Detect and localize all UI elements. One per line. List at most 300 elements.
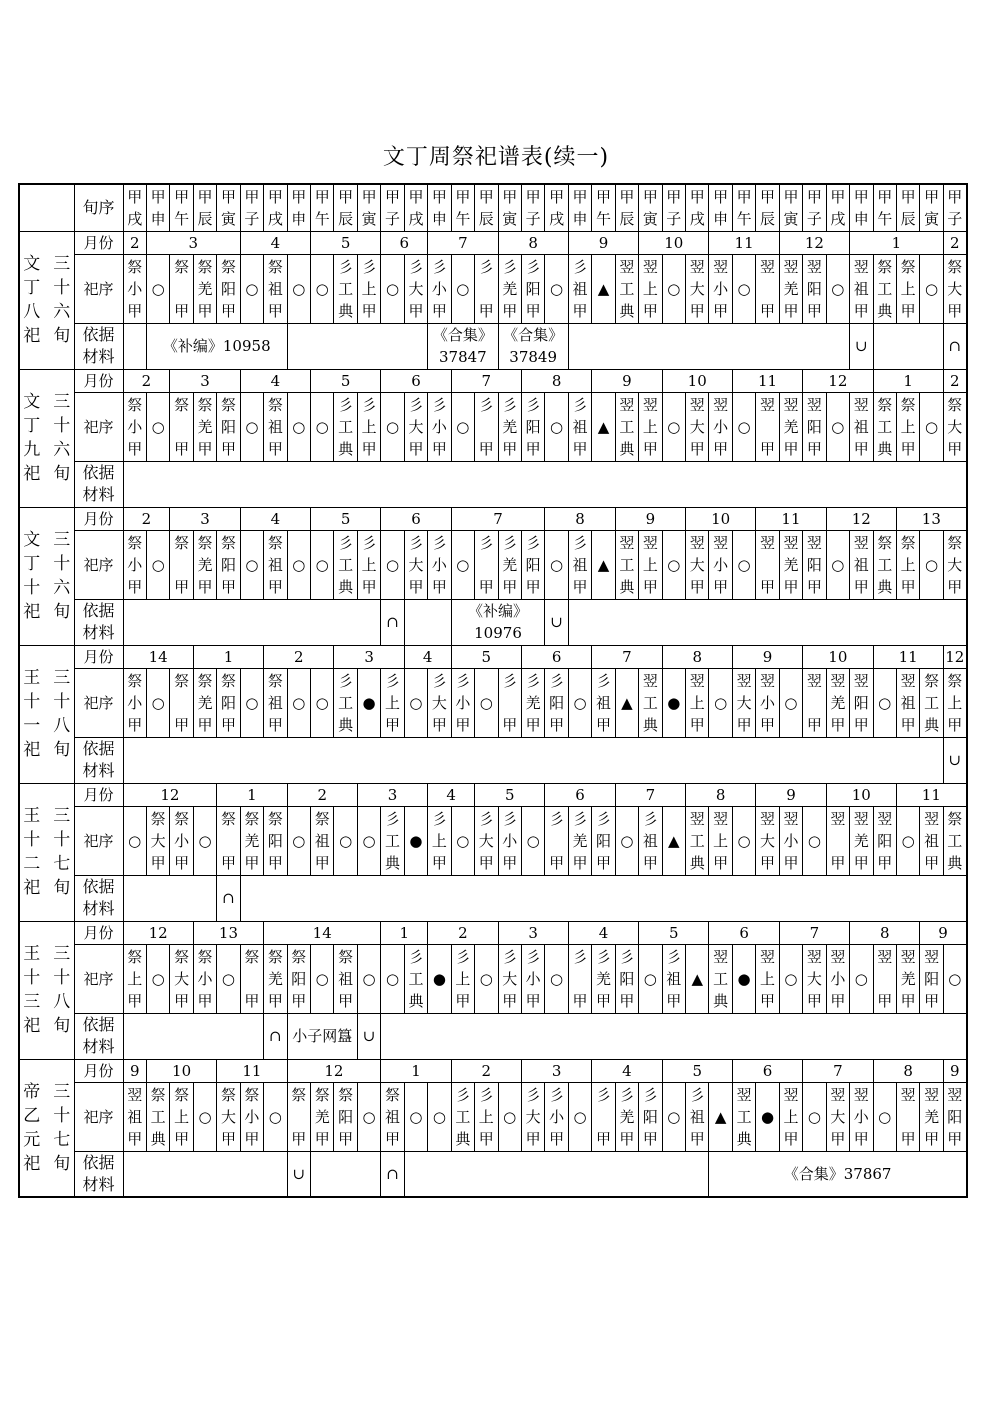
basis-label: 依据 材料 bbox=[74, 323, 123, 369]
ritual-cell: 祭 阳 甲 bbox=[287, 944, 310, 1013]
basis-empty-cell bbox=[123, 875, 217, 921]
ritual-cell: 祭 大 甲 bbox=[146, 806, 169, 875]
ritual-cell: ○ bbox=[264, 1082, 287, 1151]
basis-empty-cell bbox=[123, 1013, 264, 1059]
xun-header-cell: 甲 戌 bbox=[123, 184, 146, 231]
xun-header-cell: 甲 申 bbox=[568, 184, 591, 231]
ritual-cell: ○ bbox=[545, 254, 568, 323]
month-cell: 2 bbox=[943, 369, 966, 392]
month-cell: 7 bbox=[615, 783, 685, 806]
month-cell: 12 bbox=[943, 645, 966, 668]
ritual-cell: 翌 小 甲 bbox=[709, 254, 732, 323]
xun-header-cell: 甲 子 bbox=[943, 184, 966, 231]
ritual-cell: 祭 工 典 bbox=[873, 254, 896, 323]
ritual-cell: 翌 小 甲 bbox=[709, 392, 732, 461]
xun-header-cell: 甲 辰 bbox=[475, 184, 498, 231]
xun-count-label: 三 十 七 旬 bbox=[53, 1081, 71, 1174]
ritual-cell: 祭 甲 bbox=[170, 392, 193, 461]
month-cell: 4 bbox=[428, 783, 475, 806]
month-cell: 5 bbox=[311, 369, 381, 392]
ritual-cell: 祭 祖 甲 bbox=[264, 668, 287, 737]
xun-header-cell: 甲 寅 bbox=[357, 184, 380, 231]
ritual-cell: 彡 羌 甲 bbox=[615, 1082, 638, 1151]
ritual-cell: ○ bbox=[826, 530, 849, 599]
basis-empty-cell bbox=[123, 1151, 287, 1197]
month-cell: 6 bbox=[381, 369, 451, 392]
basis-cell: ∩ bbox=[943, 323, 966, 369]
ritual-cell: ○ bbox=[943, 944, 966, 1013]
xun-header-cell: 甲 申 bbox=[428, 184, 451, 231]
ritual-cell: 彡 甲 bbox=[475, 254, 498, 323]
ritual-cell: ○ bbox=[287, 806, 310, 875]
ritual-cell: 翌 阳 甲 bbox=[850, 668, 873, 737]
xun-count-label: 三 十 八 旬 bbox=[53, 944, 71, 1036]
ritual-cell: 祭 甲 bbox=[217, 806, 240, 875]
ritual-cell: 彡 祖 甲 bbox=[639, 806, 662, 875]
month-cell: 7 bbox=[451, 507, 545, 530]
ritual-cell: 翌 甲 bbox=[756, 254, 779, 323]
ritual-cell: ▲ bbox=[592, 392, 615, 461]
ritual-cell: ○ bbox=[920, 254, 943, 323]
month-cell: 9 bbox=[920, 921, 967, 944]
ritual-cell: 彡 小 甲 bbox=[428, 254, 451, 323]
basis-label: 依据 材料 bbox=[74, 737, 123, 783]
ritual-cell: ○ bbox=[311, 944, 334, 1013]
month-cell: 1 bbox=[217, 783, 287, 806]
basis-empty-cell bbox=[123, 599, 381, 645]
ritual-cell: 彡 祖 甲 bbox=[686, 1082, 709, 1151]
xun-header-cell: 甲 寅 bbox=[498, 184, 521, 231]
month-cell: 4 bbox=[240, 231, 310, 254]
month-cell: 11 bbox=[217, 1059, 287, 1082]
ritual-cell: 祭 大 甲 bbox=[943, 254, 966, 323]
xun-count-label: 三 十 六 旬 bbox=[53, 254, 71, 346]
basis-cell: 《补编》 10976 bbox=[451, 599, 545, 645]
month-cell: 1 bbox=[193, 645, 263, 668]
basis-cell: ∩ bbox=[264, 1013, 287, 1059]
ritual-cell: 彡 羌 甲 bbox=[592, 944, 615, 1013]
xun-header-cell: 甲 戌 bbox=[404, 184, 427, 231]
basis-cell: 《合集》 37847 bbox=[428, 323, 498, 369]
month-cell: 13 bbox=[896, 507, 966, 530]
basis-empty-cell bbox=[287, 323, 428, 369]
ritual-cell: ○ bbox=[545, 392, 568, 461]
ritual-cell: ● bbox=[404, 806, 427, 875]
ritual-cell: ▲ bbox=[615, 668, 638, 737]
ritual-cell: 祭 阳 甲 bbox=[217, 668, 240, 737]
ritual-cell: 翌 工 典 bbox=[615, 392, 638, 461]
ritual-cell: 祭 小 甲 bbox=[123, 254, 146, 323]
ritual-cell: 翌 甲 bbox=[826, 806, 849, 875]
basis-row bbox=[19, 1013, 967, 1059]
month-cell: 4 bbox=[404, 645, 451, 668]
ritual-cell: 翌 工 典 bbox=[615, 530, 638, 599]
month-cell: 9 bbox=[592, 369, 662, 392]
basis-cell: 《合集》 37849 bbox=[498, 323, 568, 369]
ritual-cell: 彡 大 甲 bbox=[404, 254, 427, 323]
month-row bbox=[19, 783, 967, 806]
ritual-cell: 彡 羌 甲 bbox=[568, 806, 591, 875]
ritual-cell: 祭 羌 甲 bbox=[264, 944, 287, 1013]
ritual-cell: 祭 上 甲 bbox=[896, 392, 919, 461]
ritual-cell: 彡 阳 甲 bbox=[592, 806, 615, 875]
ritual-cell: 翌 阳 甲 bbox=[803, 254, 826, 323]
basis-row bbox=[19, 461, 967, 507]
ritual-cell: 祭 大 甲 bbox=[217, 1082, 240, 1151]
ritual-cell: ○ bbox=[240, 254, 263, 323]
basis-cell: ∩ bbox=[217, 875, 240, 921]
xun-header-cell: 甲 辰 bbox=[334, 184, 357, 231]
ritual-cell: 彡 甲 bbox=[475, 392, 498, 461]
month-cell: 12 bbox=[287, 1059, 381, 1082]
month-cell: 3 bbox=[170, 369, 240, 392]
ritual-cell: ○ bbox=[639, 944, 662, 1013]
basis-row bbox=[19, 875, 967, 921]
month-cell: 4 bbox=[240, 369, 310, 392]
basis-cell: ∩ bbox=[381, 599, 404, 645]
ritual-cell: 翌 大 甲 bbox=[826, 1082, 849, 1151]
month-cell: 5 bbox=[639, 921, 709, 944]
month-label: 月份 bbox=[74, 921, 123, 944]
ritual-cell: 彡 小 甲 bbox=[428, 392, 451, 461]
ritual-cell: ○ bbox=[920, 530, 943, 599]
ritual-cell: ○ bbox=[521, 806, 544, 875]
month-cell: 6 bbox=[732, 1059, 802, 1082]
month-cell: 3 bbox=[498, 921, 568, 944]
basis-row bbox=[19, 323, 967, 369]
ritual-cell: 彡 甲 bbox=[545, 806, 568, 875]
ritual-cell: 翌 上 甲 bbox=[756, 944, 779, 1013]
ritual-cell: 祭 羌 甲 bbox=[193, 530, 216, 599]
ritual-cell: 彡 阳 甲 bbox=[521, 530, 544, 599]
ritual-cell: 翌 上 甲 bbox=[639, 392, 662, 461]
ritual-cell: 祭 祖 甲 bbox=[311, 806, 334, 875]
ritual-cell: 彡 阳 甲 bbox=[521, 254, 544, 323]
ritual-cell: ○ bbox=[193, 806, 216, 875]
ritual-cell: 翌 阳 甲 bbox=[943, 1082, 966, 1151]
basis-empty-cell bbox=[568, 599, 966, 645]
ritual-cell: ○ bbox=[920, 392, 943, 461]
ritual-cell: ○ bbox=[311, 392, 334, 461]
ritual-cell: 彡 祖 甲 bbox=[568, 254, 591, 323]
ritual-cell: 翌 祖 甲 bbox=[850, 530, 873, 599]
ritual-cell: ▲ bbox=[662, 806, 685, 875]
month-cell: 14 bbox=[123, 645, 193, 668]
month-cell: 5 bbox=[475, 783, 545, 806]
month-cell: 7 bbox=[428, 231, 498, 254]
basis-empty-cell bbox=[311, 1151, 381, 1197]
ritual-cell: 祭 阳 甲 bbox=[334, 1082, 357, 1151]
ritual-cell: ○ bbox=[240, 530, 263, 599]
month-row bbox=[19, 507, 967, 530]
ritual-cell: ○ bbox=[146, 668, 169, 737]
ritual-cell: 祭 羌 甲 bbox=[193, 254, 216, 323]
ritual-cell: 彡 羌 甲 bbox=[498, 254, 521, 323]
ritual-cell: 祭 上 甲 bbox=[896, 530, 919, 599]
ritual-cell: ○ bbox=[428, 1082, 451, 1151]
xun-label: 旬序 bbox=[74, 184, 123, 231]
ritual-cell: 彡 阳 甲 bbox=[615, 944, 638, 1013]
ritual-cell: 翌 小 甲 bbox=[826, 944, 849, 1013]
month-cell: 2 bbox=[428, 921, 498, 944]
ritual-cell: ○ bbox=[498, 1082, 521, 1151]
ritual-cell: 彡 上 甲 bbox=[357, 392, 380, 461]
ritual-cell: ○ bbox=[779, 944, 802, 1013]
ritual-label: 祀序 bbox=[74, 668, 123, 737]
ritual-cell: 翌 祖 甲 bbox=[920, 806, 943, 875]
ritual-schedule-table bbox=[18, 183, 968, 1198]
ritual-row bbox=[19, 254, 967, 323]
month-row bbox=[19, 645, 967, 668]
ritual-cell: 翌 羌 甲 bbox=[779, 530, 802, 599]
ritual-cell: 祭 大 甲 bbox=[943, 530, 966, 599]
ritual-cell: ○ bbox=[240, 668, 263, 737]
month-cell: 10 bbox=[803, 645, 873, 668]
ritual-cell: ○ bbox=[287, 530, 310, 599]
ritual-cell: 彡 祖 甲 bbox=[592, 668, 615, 737]
xun-count-label: 三 十 六 旬 bbox=[53, 392, 71, 484]
ritual-cell: 彡 甲 bbox=[498, 668, 521, 737]
ritual-cell: ○ bbox=[732, 806, 755, 875]
month-label: 月份 bbox=[74, 507, 123, 530]
king-year-label: 文 丁 十 祀 bbox=[23, 530, 41, 622]
ritual-cell: 祭 工 典 bbox=[943, 806, 966, 875]
ritual-cell: ○ bbox=[381, 254, 404, 323]
month-cell: 6 bbox=[521, 645, 591, 668]
ritual-cell: 祭 甲 bbox=[170, 668, 193, 737]
ritual-cell: 祭 羌 甲 bbox=[240, 806, 263, 875]
ritual-label: 祀序 bbox=[74, 254, 123, 323]
group-label bbox=[19, 1059, 74, 1197]
month-cell: 6 bbox=[381, 507, 451, 530]
ritual-cell: ○ bbox=[193, 1082, 216, 1151]
ritual-cell: 翌 羌 甲 bbox=[779, 254, 802, 323]
group-label bbox=[19, 783, 74, 921]
xun-header-cell: 甲 寅 bbox=[779, 184, 802, 231]
month-label: 月份 bbox=[74, 369, 123, 392]
ritual-cell: 彡 工 典 bbox=[334, 254, 357, 323]
basis-cell: 《合集》37867 bbox=[709, 1151, 967, 1197]
xun-header-cell: 甲 戌 bbox=[826, 184, 849, 231]
ritual-cell: 翌 大 甲 bbox=[732, 668, 755, 737]
month-cell: 2 bbox=[451, 1059, 521, 1082]
ritual-cell: 祭 小 甲 bbox=[193, 944, 216, 1013]
month-cell: 12 bbox=[803, 369, 873, 392]
xun-header-cell: 甲 申 bbox=[287, 184, 310, 231]
basis-label: 依据 材料 bbox=[74, 599, 123, 645]
ritual-cell: ○ bbox=[662, 1082, 685, 1151]
ritual-cell: 彡 大 甲 bbox=[404, 530, 427, 599]
ritual-cell: 彡 祖 甲 bbox=[662, 944, 685, 1013]
xun-count-label: 三 十 六 旬 bbox=[53, 530, 71, 622]
ritual-cell: 翌 羌 甲 bbox=[850, 806, 873, 875]
ritual-cell: 彡 上 甲 bbox=[475, 1082, 498, 1151]
ritual-cell: 翌 小 甲 bbox=[756, 668, 779, 737]
ritual-cell: 彡 大 甲 bbox=[475, 806, 498, 875]
ritual-cell: 祭 小 甲 bbox=[123, 668, 146, 737]
month-cell: 9 bbox=[123, 1059, 146, 1082]
month-cell: 4 bbox=[568, 921, 638, 944]
ritual-cell: ○ bbox=[357, 1082, 380, 1151]
month-cell: 2 bbox=[943, 231, 966, 254]
ritual-cell: ○ bbox=[568, 1082, 591, 1151]
ritual-cell: 祭 阳 甲 bbox=[217, 530, 240, 599]
ritual-cell: 翌 羌 甲 bbox=[779, 392, 802, 461]
ritual-cell: ○ bbox=[873, 1082, 896, 1151]
basis-empty-cell bbox=[123, 461, 967, 507]
basis-empty-cell bbox=[404, 1151, 709, 1197]
month-cell: 5 bbox=[311, 507, 381, 530]
ritual-cell: 翌 祖 甲 bbox=[896, 668, 919, 737]
ritual-cell: ▲ bbox=[709, 1082, 732, 1151]
ritual-cell: 翌 甲 bbox=[896, 1082, 919, 1151]
basis-row bbox=[19, 1151, 967, 1197]
xun-header-cell: 甲 寅 bbox=[639, 184, 662, 231]
ritual-cell: 彡 工 典 bbox=[451, 1082, 474, 1151]
ritual-cell: 祭 祖 甲 bbox=[334, 944, 357, 1013]
ritual-cell: 彡 小 甲 bbox=[428, 530, 451, 599]
month-label: 月份 bbox=[74, 783, 123, 806]
month-row bbox=[19, 1059, 967, 1082]
ritual-cell: 翌 祖 甲 bbox=[850, 392, 873, 461]
ritual-cell: ○ bbox=[451, 530, 474, 599]
ritual-row bbox=[19, 1082, 967, 1151]
month-cell: 1 bbox=[873, 369, 943, 392]
ritual-cell: 彡 甲 bbox=[568, 944, 591, 1013]
month-cell: 10 bbox=[686, 507, 756, 530]
ritual-cell: 翌 上 甲 bbox=[709, 806, 732, 875]
month-cell: 3 bbox=[521, 1059, 591, 1082]
xun-header-cell: 甲 午 bbox=[451, 184, 474, 231]
ritual-cell: ○ bbox=[568, 668, 591, 737]
basis-empty-cell bbox=[873, 323, 943, 369]
ritual-cell: 彡 大 甲 bbox=[521, 1082, 544, 1151]
ritual-cell: ▲ bbox=[592, 254, 615, 323]
ritual-cell: ○ bbox=[662, 392, 685, 461]
ritual-cell: 祭 上 甲 bbox=[123, 944, 146, 1013]
ritual-cell: 祭 祖 甲 bbox=[264, 392, 287, 461]
king-year-label: 文 丁 八 祀 bbox=[23, 254, 41, 346]
xun-header-cell: 甲 申 bbox=[146, 184, 169, 231]
month-cell: 8 bbox=[686, 783, 756, 806]
ritual-cell: ○ bbox=[732, 530, 755, 599]
ritual-cell: 彡 工 典 bbox=[334, 668, 357, 737]
ritual-cell: ○ bbox=[287, 392, 310, 461]
xun-header-cell: 甲 辰 bbox=[896, 184, 919, 231]
ritual-cell: 翌 阳 甲 bbox=[920, 944, 943, 1013]
ritual-cell: 彡 上 甲 bbox=[357, 254, 380, 323]
ritual-cell: 祭 小 甲 bbox=[123, 530, 146, 599]
month-cell: 10 bbox=[662, 369, 732, 392]
ritual-cell: 彡 上 甲 bbox=[428, 806, 451, 875]
basis-row bbox=[19, 599, 967, 645]
ritual-cell: ○ bbox=[451, 806, 474, 875]
ritual-cell: 翌 工 典 bbox=[639, 668, 662, 737]
month-cell: 9 bbox=[943, 1059, 966, 1082]
ritual-cell: 翌 上 甲 bbox=[686, 668, 709, 737]
ritual-cell: 祭 甲 bbox=[170, 530, 193, 599]
ritual-row bbox=[19, 392, 967, 461]
ritual-cell: ○ bbox=[896, 806, 919, 875]
month-cell: 11 bbox=[756, 507, 826, 530]
ritual-cell: ○ bbox=[826, 254, 849, 323]
month-cell: 9 bbox=[615, 507, 685, 530]
month-cell: 5 bbox=[451, 645, 521, 668]
month-cell: 12 bbox=[779, 231, 849, 254]
ritual-cell: ○ bbox=[615, 806, 638, 875]
ritual-cell: 翌 小 甲 bbox=[850, 1082, 873, 1151]
xun-header-cell: 甲 戌 bbox=[686, 184, 709, 231]
ritual-cell: 彡 大 甲 bbox=[428, 668, 451, 737]
group-label bbox=[19, 645, 74, 783]
ritual-cell: 彡 阳 甲 bbox=[639, 1082, 662, 1151]
ritual-cell: 彡 工 典 bbox=[404, 944, 427, 1013]
month-cell: 4 bbox=[240, 507, 310, 530]
month-cell: 4 bbox=[592, 1059, 662, 1082]
month-cell: 3 bbox=[334, 645, 404, 668]
basis-row bbox=[19, 737, 967, 783]
ritual-cell: 祭 羌 甲 bbox=[193, 668, 216, 737]
ritual-cell: 祭 祖 甲 bbox=[264, 254, 287, 323]
basis-label: 依据 材料 bbox=[74, 1013, 123, 1059]
ritual-cell: 祭 甲 bbox=[170, 254, 193, 323]
ritual-cell: ○ bbox=[287, 668, 310, 737]
ritual-cell: 祭 上 甲 bbox=[896, 254, 919, 323]
month-cell: 6 bbox=[545, 783, 615, 806]
ritual-cell: 翌 大 甲 bbox=[686, 530, 709, 599]
ritual-cell: 彡 上 甲 bbox=[357, 530, 380, 599]
ritual-cell: 祭 阳 甲 bbox=[264, 806, 287, 875]
basis-label: 依据 材料 bbox=[74, 875, 123, 921]
basis-empty-cell bbox=[123, 737, 943, 783]
ritual-cell: 彡 大 甲 bbox=[404, 392, 427, 461]
ritual-cell: 翌 甲 bbox=[756, 392, 779, 461]
ritual-cell: 翌 上 甲 bbox=[779, 1082, 802, 1151]
ritual-cell: 翌 祖 甲 bbox=[123, 1082, 146, 1151]
ritual-cell: 祭 工 典 bbox=[873, 530, 896, 599]
ritual-cell: ○ bbox=[732, 254, 755, 323]
page-title: 文丁周祭祀谱表(续一) bbox=[382, 145, 610, 170]
month-cell: 7 bbox=[592, 645, 662, 668]
xun-header-cell: 甲 午 bbox=[592, 184, 615, 231]
ritual-cell: 翌 小 甲 bbox=[709, 530, 732, 599]
month-cell: 2 bbox=[264, 645, 334, 668]
ritual-cell: 彡 上 甲 bbox=[381, 668, 404, 737]
month-cell: 8 bbox=[850, 921, 920, 944]
ritual-cell: 翌 大 甲 bbox=[803, 944, 826, 1013]
month-row bbox=[19, 231, 967, 254]
ritual-cell: ○ bbox=[381, 530, 404, 599]
ritual-cell: ○ bbox=[803, 1082, 826, 1151]
ritual-cell: 翌 甲 bbox=[803, 668, 826, 737]
ritual-cell: 彡 工 典 bbox=[334, 392, 357, 461]
ritual-cell: 祭 甲 bbox=[287, 1082, 310, 1151]
ritual-cell: 祭 上 甲 bbox=[170, 1082, 193, 1151]
xun-count-label: 三 十 七 旬 bbox=[53, 806, 71, 898]
ritual-cell: 翌 上 甲 bbox=[639, 254, 662, 323]
month-cell: 9 bbox=[732, 645, 802, 668]
ritual-cell: ○ bbox=[803, 806, 826, 875]
ritual-cell: 彡 小 甲 bbox=[498, 806, 521, 875]
xun-header-cell: 甲 子 bbox=[662, 184, 685, 231]
ritual-cell: 祭 工 典 bbox=[146, 1082, 169, 1151]
ritual-cell: ○ bbox=[146, 254, 169, 323]
ritual-cell: ○ bbox=[311, 254, 334, 323]
ritual-row bbox=[19, 530, 967, 599]
basis-cell: ∩ bbox=[381, 1151, 404, 1197]
month-cell: 12 bbox=[123, 921, 193, 944]
ritual-cell: 翌 工 典 bbox=[686, 806, 709, 875]
